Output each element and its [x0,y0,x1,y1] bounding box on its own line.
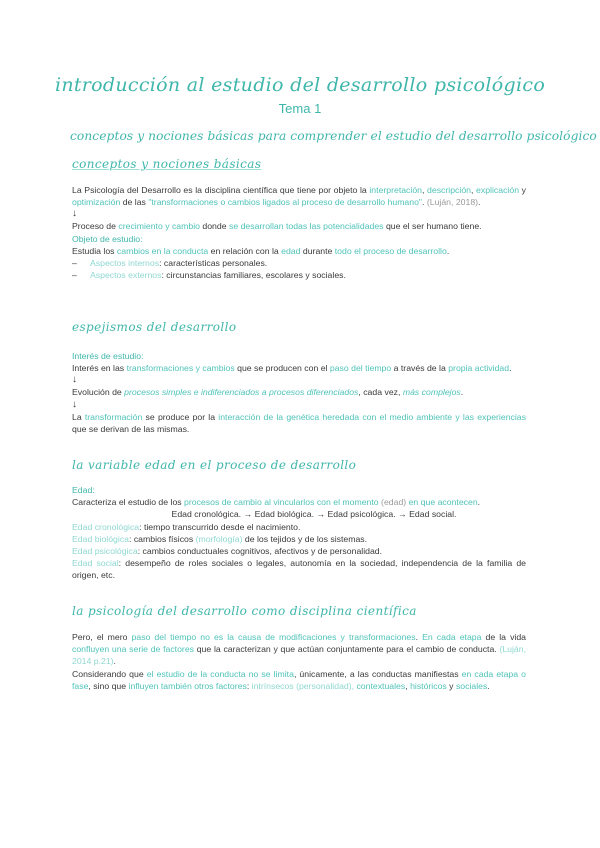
highlight: Aspectos externos [90,270,162,281]
paragraph-interes [72,362,526,374]
edad-sequence: Edad cronológica. → Edad biológica. → Edad psicológica. → Edad social. [171,509,457,520]
highlight: Edad cronológica [72,521,140,532]
text: (edad) [378,497,409,508]
highlight: contextuales [356,680,406,691]
highlight: en que acontecen [408,497,478,508]
tema-label: Tema 1 [278,101,322,116]
highlight: procesos de cambio al vincularlos con el momento [184,497,379,508]
section-heading-conceptos: conceptos y nociones básicas [72,157,262,171]
text: : características personales. [159,258,268,269]
highlight: influyen también otros factores [128,680,247,691]
text: : [246,680,252,691]
text: : cambios físicos [129,533,196,544]
text: . [460,387,464,398]
text: . [509,363,512,374]
highlight: Edad biológica [72,533,129,544]
highlight: confluyen una serie de factores [72,644,194,655]
highlight: el estudio de la conducta no se limita [146,668,294,679]
text: de la vida [481,632,527,642]
edad-label: Edad: [72,485,95,495]
text: durante [300,245,335,256]
text: de las [120,197,149,208]
section-heading-espejismos: espejismos del desarrollo [72,320,237,334]
highlight: cambios en la conducta [116,245,209,256]
highlight: "transformaciones o cambios ligados al proceso de desarrollo humano" [148,197,423,208]
highlight: descripción [427,185,471,195]
highlight: En cada etapa [422,632,482,642]
text: que la caracterizan y que actúan conjuntamente para el cambio de conducta. [194,644,500,655]
highlight: en cada etapa o fase [72,668,526,691]
text: se produce por la [142,411,219,422]
down-arrow-icon: ↓ [72,374,77,386]
text: y [519,185,527,195]
text: que se producen con el [234,363,330,374]
highlight: Aspectos internos [90,258,160,269]
interes-label: Interés de estudio: [72,351,144,361]
highlight: Edad psicológica [72,546,138,557]
highlight: paso del tiempo no es la causa de modificaciones y transformaciones [131,632,416,642]
text: Proceso de [72,221,119,232]
objeto-label: Objeto de estudio: [72,233,143,244]
paragraph-evolucion [72,386,526,398]
text: , sino que [88,680,129,691]
down-arrow-icon: ↓ [72,208,77,220]
text: , únicamente, a las conductas manifiestas [293,668,462,679]
highlight: interacción de la genética heredada con el medio ambiente y las experiencias [218,411,526,422]
document-subtitle: conceptos y nociones básicas para comprender el estudio del desarrollo psicológico [70,129,597,143]
edad-psicologica [72,545,526,557]
text: . [477,497,481,508]
text: : cambios conductuales cognitivos, afectivos y de personalidad. [137,546,383,557]
text: donde [199,221,229,232]
citation: (Luján, 2018) [426,197,479,208]
paragraph-transformacion [72,411,526,435]
highlight: procesos simples e indiferenciados a procesos diferenciados [124,387,359,398]
paragraph-pero [72,631,526,668]
text: La Psicología del Desarrollo es la disciplina científica que tiene por objeto la [72,185,370,195]
paragraph-proceso [72,220,526,232]
text: , [471,185,477,195]
text: y [446,680,456,691]
text: Considerando que [72,668,147,679]
section-espejismos-body [72,350,526,435]
highlight: transformación [84,411,143,422]
paragraph-edad [72,496,526,508]
highlight: históricos [410,680,447,691]
text: que el ser humano tiene. [383,221,482,232]
edad-cronologica [72,521,526,533]
text: a través de la [391,363,449,374]
down-arrow-icon: ↓ [72,398,77,410]
highlight: propia actividad [448,363,510,374]
highlight: Edad social [72,558,119,569]
edad-social [72,557,526,581]
text: Caracteriza el estudio de los [72,497,185,508]
document-title: introducción al estudio del desarrollo psicológico [54,74,546,96]
highlight: se desarrollan todas las potencialidades [228,221,384,232]
text: . [487,680,490,691]
text: Interés en las [72,363,127,374]
highlight: más complejos [402,387,461,398]
text: : desempeño de roles sociales o legales, autonomía en la sociedad, independencia de la familia de origen, etc. [72,558,526,581]
highlight: interpretación [369,185,422,195]
highlight: edad [281,245,301,256]
text: . [422,197,427,208]
section-heading-disciplina: la psicología del desarrollo como disciplina científica [72,604,417,618]
highlight: explicación [476,185,520,195]
text: , [422,185,428,195]
dash-bullet: – [72,270,77,281]
highlight: optimización [72,197,121,208]
highlight: todo el proceso de desarrollo [334,245,447,256]
paragraph-objeto [72,245,526,257]
text: , cada vez, [358,387,403,398]
section-heading-edad: la variable edad en el proceso de desarrollo [72,458,357,472]
section-conceptos-body [72,184,526,281]
highlight: transformaciones y cambios [126,363,235,374]
text: : tiempo transcurrido desde el nacimiento. [139,521,301,532]
highlight: (morfología) [195,533,243,544]
text: . [478,197,481,208]
text: que se derivan de las mismas. [72,423,190,434]
text: de los tejidos y de los sistemas. [242,533,368,544]
highlight: crecimiento y cambio [118,221,200,232]
list-item [72,269,526,281]
text: en relación con la [208,245,282,256]
section-edad-body [72,484,526,582]
text: La [72,411,85,422]
highlight: intrínsecos [251,680,294,691]
citation: (Luján, 2014 p.21) [72,644,527,667]
highlight: sociales [455,680,488,691]
text: Evolución de [72,387,125,398]
list-item [72,257,526,269]
text: . [415,632,423,642]
text: Pero, el mero [72,632,132,642]
text: . [113,656,116,667]
text: . [446,245,450,256]
highlight: (personalidad), [293,680,357,691]
paragraph-considerando [72,668,526,692]
text: Estudia los [72,245,117,256]
text: , [405,680,411,691]
highlight: paso del tiempo [329,363,392,374]
edad-biologica [72,533,526,545]
section-disciplina-body [72,631,526,692]
dash-bullet: – [72,258,77,269]
paragraph-definicion [72,184,526,208]
text: : circunstancias familiares, escolares y sociales. [161,270,346,281]
